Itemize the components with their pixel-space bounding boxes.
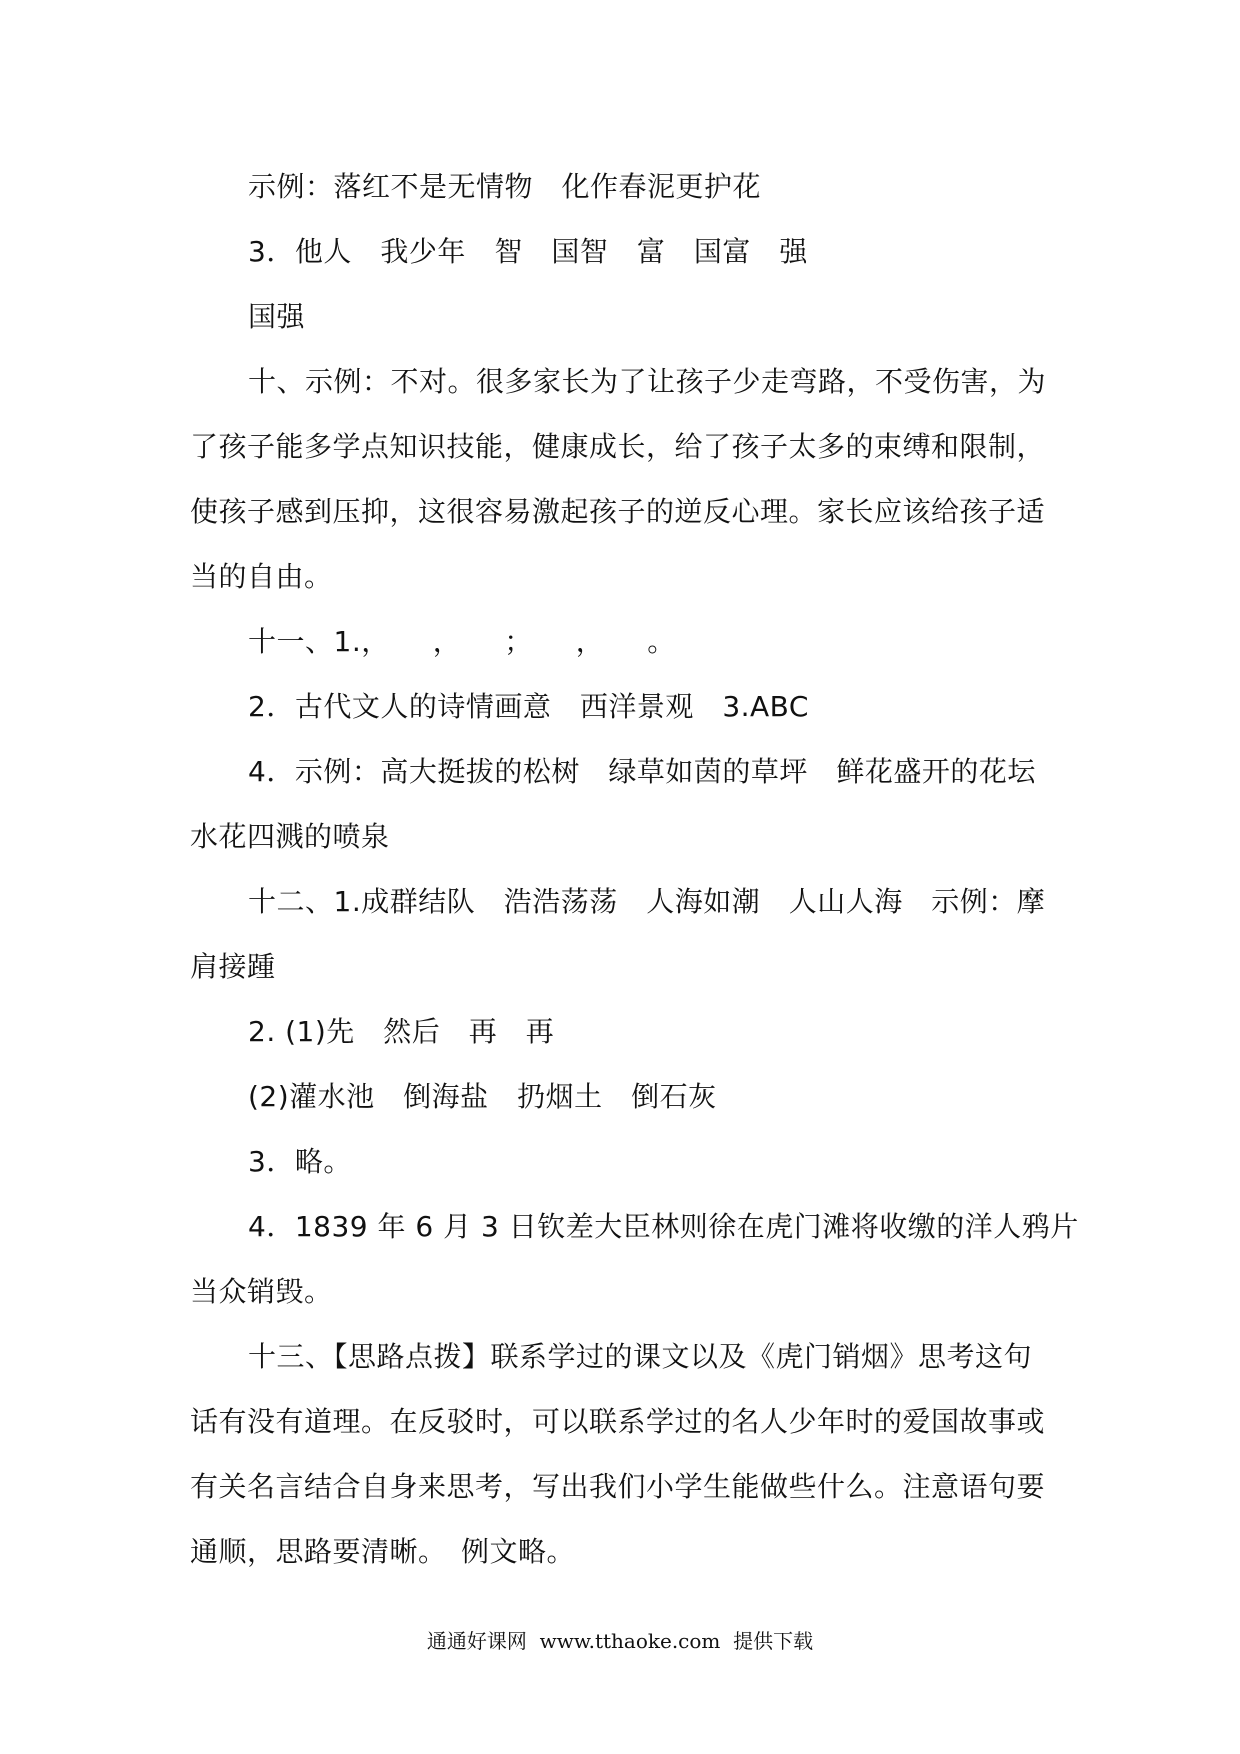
text-line-8: 十一、1.， ， ； ， 。 (248, 625, 676, 658)
text-line-19: 十三、【思路点拨】联系学过的课文以及《虎门销烟》思考这句 (248, 1340, 1033, 1373)
text-line-11: 水花四溅的喷泉 (190, 820, 390, 853)
text-line-12: 十二、1.成群结队 浩浩荡荡 人海如潮 人山人海 示例：摩 (248, 885, 1046, 918)
text-line-17: 4．1839 年 6 月 3 日钦差大臣林则徐在虎门滩将收缴的洋人鸦片 (248, 1210, 1079, 1243)
text-line-18: 当众销毁。 (190, 1275, 333, 1308)
text-line-1: 示例：落红不是无情物 化作春泥更护花 (248, 170, 762, 203)
text-line-20: 话有没有道理。在反驳时，可以联系学过的名人少年时的爱国故事或 (190, 1405, 1046, 1438)
text-line-4: 十、示例：不对。很多家长为了让孩子少走弯路，不受伤害，为 (248, 365, 1047, 398)
text-line-6: 使孩子感到压抑，这很容易激起孩子的逆反心理。家长应该给孩子适 (190, 495, 1046, 528)
text-line-2: 3．他人 我少年 智 国智 富 国富 强 (248, 235, 808, 268)
text-line-22: 通顺，思路要清晰。 例文略。 (190, 1535, 576, 1568)
text-line-15: (2)灌水池 倒海盐 扔烟土 倒石灰 (248, 1080, 717, 1113)
text-line-5: 了孩子能多学点知识技能，健康成长，给了孩子太多的束缚和限制， (190, 430, 1046, 463)
page-footer: 通通好课网 www.tthaoke.com 提供下载 (426, 1629, 814, 1653)
text-line-9: 2．古代文人的诗情画意 西洋景观 3.ABC (248, 690, 809, 723)
text-line-14: 2. (1)先 然后 再 再 (248, 1015, 555, 1048)
text-line-13: 肩接踵 (190, 950, 276, 983)
text-line-16: 3．略。 (248, 1145, 352, 1178)
text-line-7: 当的自由。 (190, 560, 333, 593)
text-line-21: 有关名言结合自身来思考，写出我们小学生能做些什么。注意语句要 (190, 1470, 1046, 1503)
text-line-10: 4．示例：高大挺拔的松树 绿草如茵的草坪 鲜花盛开的花坛 (248, 755, 1036, 788)
text-line-3: 国强 (248, 300, 306, 333)
